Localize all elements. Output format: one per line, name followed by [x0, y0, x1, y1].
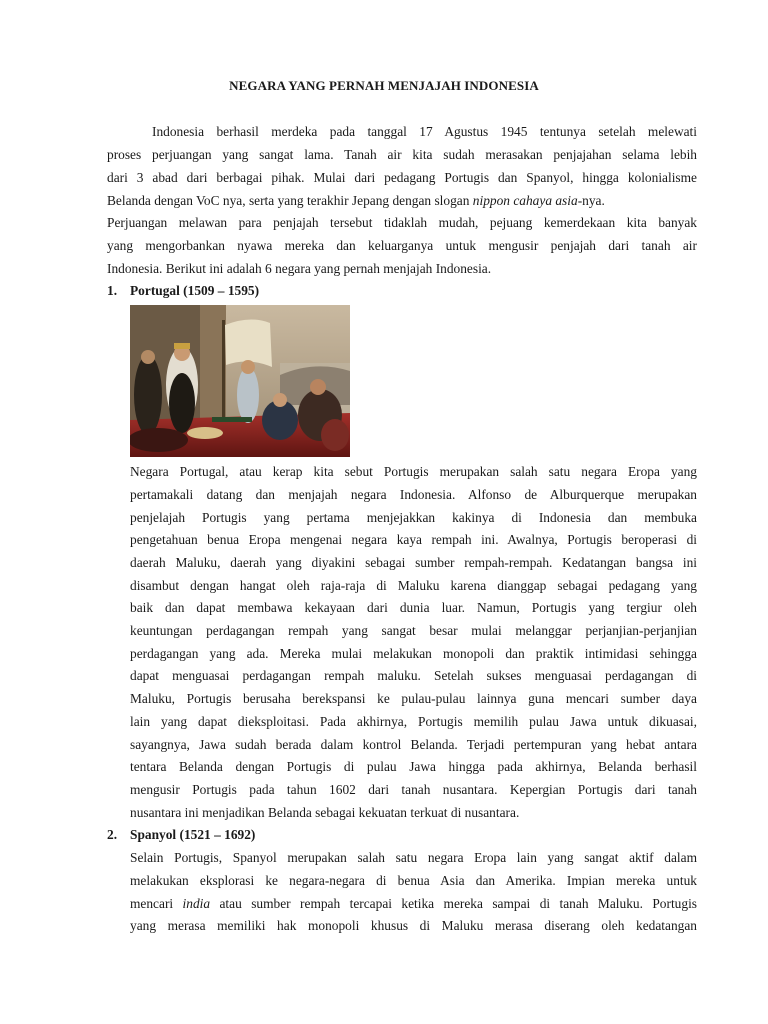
body-line: pengetahuan benua Eropa mengenai negara kaya rempah ini. Awalnya, Portugis beroperasi di [130, 532, 697, 547]
section-title: Portugal (1509 – 1595) [130, 283, 260, 298]
section-number: 2. [107, 827, 118, 842]
body-text: mencari [130, 896, 183, 911]
body-line: yang merasa memiliki hak monopoli khusus di Maluku merasa diserang oleh kedatangan [130, 918, 697, 933]
section-heading-portugal [107, 283, 259, 299]
body-line: Selain Portugis, Spanyol merupakan salah satu negara Eropa lain yang sangat aktif dalam [130, 850, 697, 865]
intro-line: dari 3 abad dari berbagai pihak. Mulai dari pedagang Portugis dan Spanyol, hingga kolonialisme [107, 170, 697, 185]
section-heading-spanyol [107, 827, 255, 843]
body-line: Maluku, Portugis berusaha berekspansi ke pulau-pulau lainnya guna mencari sumber daya [130, 691, 697, 706]
body-line: melakukan eksplorasi ke negara-negara di benua Asia dan Amerika. Impian mereka untuk [130, 873, 697, 888]
body-line: sayangnya, Jawa sudah berada dalam kontrol Belanda. Terjadi pertempuran yang hebat antara [130, 737, 697, 752]
painting-illustration [130, 305, 350, 457]
slogan-italic: nippon cahaya asia [472, 193, 578, 208]
intro-text: -nya. [577, 193, 605, 208]
intro-text: Belanda dengan VoC nya, serta yang terakhir Jepang dengan slogan [107, 193, 473, 208]
body-line: keuntungan perdagangan rempah yang sangat besar mulai melanggar perjanjian-perjanjian [130, 623, 697, 638]
body-line: baik dan dapat membawa kekayaan dari dunia luar. Namun, Portugis yang tergiur oleh [130, 600, 697, 615]
body-line: pertamakali datang dan menjajah negara Indonesia. Alfonso de Alburquerque merupakan [130, 487, 697, 502]
body-line: daerah Maluku, daerah yang diyakini sebagai sumber rempah-rempah. Kedatangan bangsa ini [130, 555, 697, 570]
body-text: atau sumber rempah tercapai ketika mereka sampai di tanah Maluku. Portugis [210, 896, 697, 911]
body-line: tentara Belanda dengan Portugis di pulau Jawa hingga pada akhirnya, Belanda berhasil [130, 759, 697, 774]
intro-line [107, 193, 697, 209]
body-line [130, 896, 697, 912]
body-line: dapat menguasai perdagangan rempah maluku. Setelah sukses menguasai perdagangan di [130, 668, 697, 683]
body-line: lain yang dapat dieksploitasi. Pada akhirnya, Portugis memilih pulau Jawa untuk dikuasai, [130, 714, 697, 729]
body-line: penjelajah Portugis yang pertama menjejakkan kakinya di Indonesia dan membuka [130, 510, 697, 525]
page-title: NEGARA YANG PERNAH MENJAJAH INDONESIA [229, 78, 539, 93]
body-line: mengusir Portugis pada tahun 1602 dari tanah nusantara. Kepergian Portugis dari tanah [130, 782, 697, 797]
intro-line: Indonesia berhasil merdeka pada tanggal 17 Agustus 1945 tentunya setelah melewati [152, 124, 697, 139]
intro-line: yang mengorbankan nyawa mereka dan keluarganya untuk mengusir penjajah dari tanah air [107, 238, 697, 253]
intro-line: Indonesia. Berikut ini adalah 6 negara yang pernah menjajah Indonesia. [107, 261, 492, 276]
section-number: 1. [107, 283, 118, 298]
portugal-painting-image [130, 305, 350, 457]
india-italic: india [182, 896, 211, 911]
body-line: perdagangan yang ada. Mereka mulai melakukan monopoli dan praktik intimidasi sehingga [130, 646, 697, 661]
body-line: nusantara ini menjadikan Belanda sebagai kekuatan terkuat di nusantara. [130, 805, 520, 820]
section-title: Spanyol (1521 – 1692) [130, 827, 256, 842]
body-line: Negara Portugal, atau kerap kita sebut Portugis merupakan salah satu negara Eropa yang [130, 464, 697, 479]
intro-line: proses perjuangan yang sangat lama. Tanah air kita sudah merasakan penjajahan selama lebih [107, 147, 697, 162]
body-line: disambut dengan hangat oleh raja-raja di Maluku karena dianggap sebagai pedagang yang [130, 578, 697, 593]
intro-line: Perjuangan melawan para penjajah tersebut tidaklah mudah, pejuang kemerdekaan kita banyak [107, 215, 697, 230]
